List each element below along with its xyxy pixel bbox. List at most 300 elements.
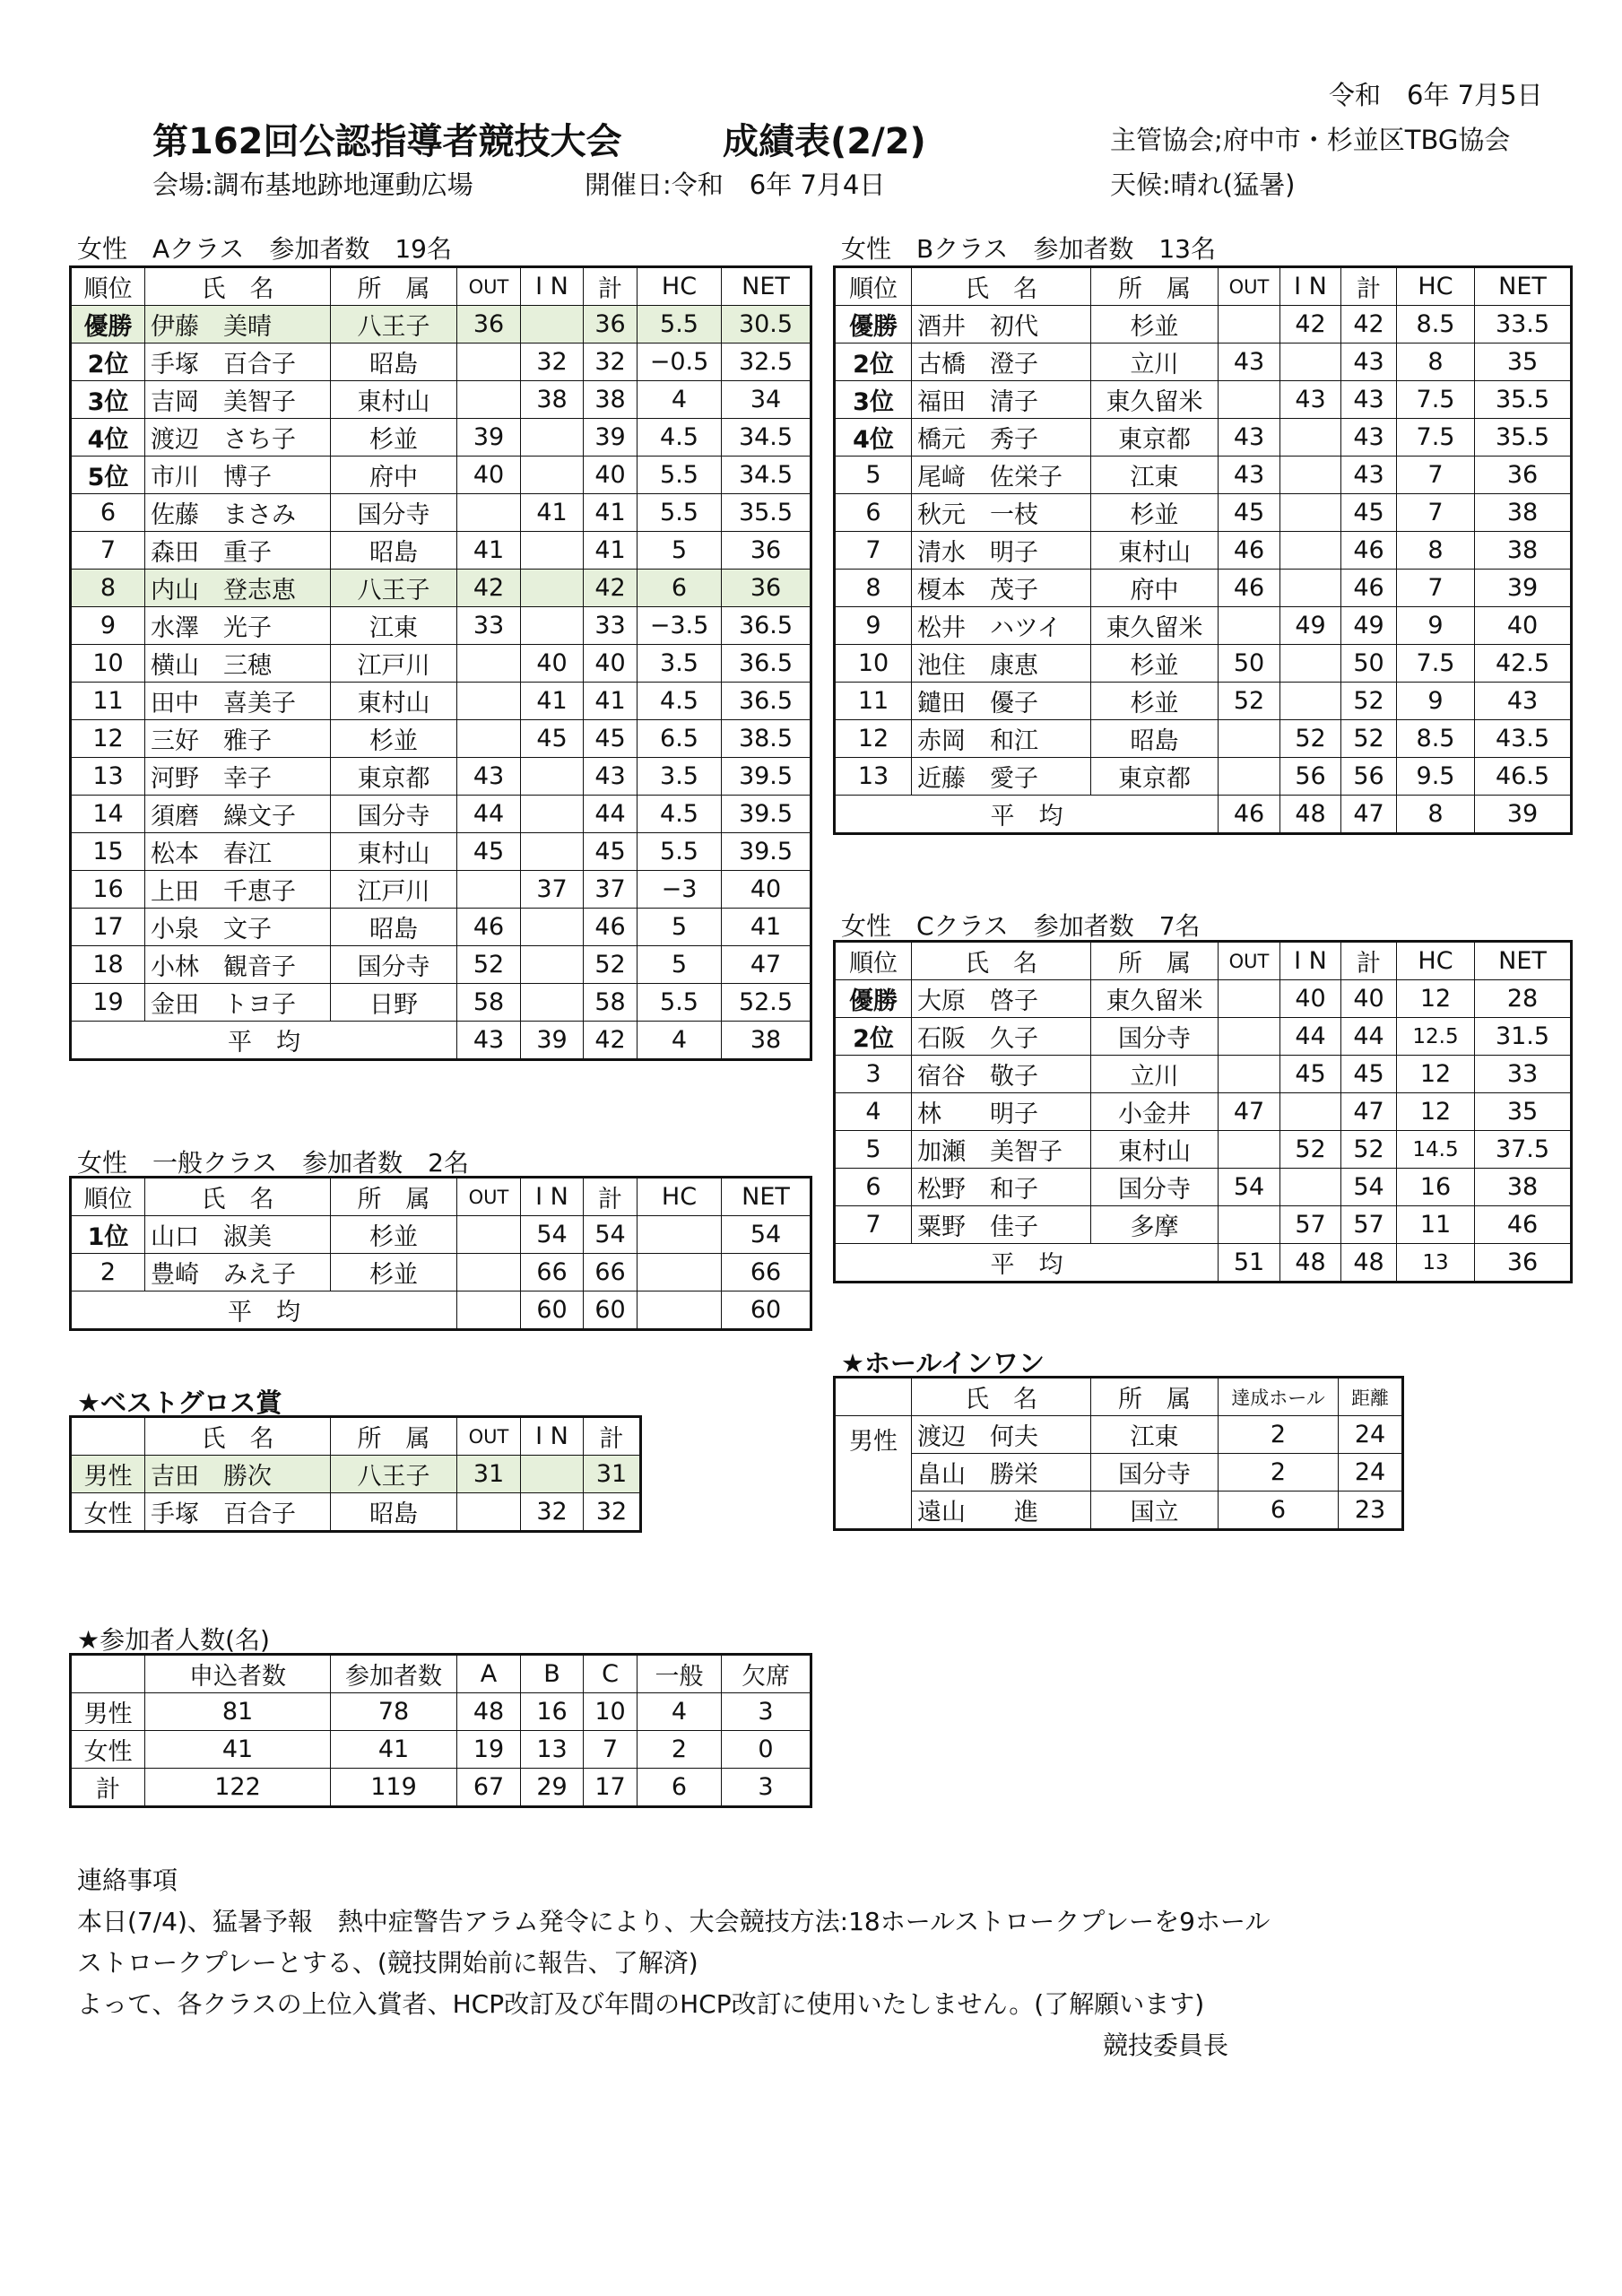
total-cell: 54 bbox=[1341, 1169, 1397, 1206]
total-cell: 39 bbox=[584, 419, 638, 457]
average-value: 48 bbox=[1280, 796, 1341, 834]
hc-cell: 4.5 bbox=[638, 796, 722, 833]
rank-cell: 2 bbox=[71, 1254, 145, 1292]
average-value: 39 bbox=[1475, 796, 1572, 834]
affiliation-cell: 江戸川 bbox=[331, 871, 457, 909]
name-cell: 松野 和子 bbox=[912, 1169, 1091, 1206]
out-cell bbox=[1219, 758, 1280, 796]
average-label: 平 均 bbox=[835, 1244, 1219, 1283]
total-cell: 42 bbox=[584, 570, 638, 607]
name-cell: 近藤 愛子 bbox=[912, 758, 1091, 796]
hc-cell: 3.5 bbox=[638, 758, 722, 796]
in-cell bbox=[521, 909, 584, 946]
column-header: 距離 bbox=[1339, 1378, 1403, 1416]
in-cell: 45 bbox=[1280, 1056, 1341, 1093]
column-header: 順位 bbox=[71, 1178, 145, 1216]
average-row bbox=[71, 1022, 811, 1060]
out-cell: 40 bbox=[457, 457, 521, 494]
total-cell: 43 bbox=[1341, 419, 1397, 457]
total-cell: 41 bbox=[584, 494, 638, 532]
rank-cell: 8 bbox=[835, 570, 912, 607]
total-cell: 45 bbox=[584, 720, 638, 758]
table-row bbox=[71, 381, 811, 419]
hc-cell: 7.5 bbox=[1397, 381, 1475, 419]
column-header: OUT bbox=[457, 1178, 521, 1216]
net-cell: 54 bbox=[722, 1216, 811, 1254]
total-cell: 40 bbox=[1341, 980, 1397, 1018]
hc-cell: 7.5 bbox=[1397, 645, 1475, 683]
out-cell: 46 bbox=[1219, 532, 1280, 570]
column-header: 氏 名 bbox=[912, 942, 1091, 980]
affiliation-cell: 杉並 bbox=[331, 419, 457, 457]
name-cell: 加瀬 美智子 bbox=[912, 1131, 1091, 1169]
affiliation-cell: 立川 bbox=[1091, 1056, 1219, 1093]
out-cell bbox=[1219, 1206, 1280, 1244]
hc-cell: 16 bbox=[1397, 1169, 1475, 1206]
hole-in-one-table bbox=[833, 1376, 1404, 1531]
in-cell bbox=[1280, 683, 1341, 720]
column-header: 氏 名 bbox=[145, 267, 331, 306]
table-row bbox=[835, 645, 1572, 683]
name-cell: 河野 幸子 bbox=[145, 758, 331, 796]
name-cell: 伊藤 美晴 bbox=[145, 306, 331, 344]
out-cell bbox=[457, 344, 521, 381]
affiliation-cell: 小金井 bbox=[1091, 1093, 1219, 1131]
affiliation-cell: 昭島 bbox=[331, 1493, 457, 1532]
rank-cell: 1位 bbox=[71, 1216, 145, 1254]
table-row bbox=[835, 344, 1572, 381]
total-cell: 66 bbox=[584, 1254, 638, 1292]
average-value: 43 bbox=[457, 1022, 521, 1060]
out-cell bbox=[457, 645, 521, 683]
affiliation-cell: 昭島 bbox=[331, 532, 457, 570]
name-cell: 赤岡 和江 bbox=[912, 720, 1091, 758]
affiliation-cell: 国分寺 bbox=[1091, 1454, 1219, 1492]
table-row bbox=[835, 720, 1572, 758]
affiliation-cell: 八王子 bbox=[331, 570, 457, 607]
affiliation-cell: 国分寺 bbox=[1091, 1018, 1219, 1056]
hc-cell: 5.5 bbox=[638, 984, 722, 1022]
name-cell: 森田 重子 bbox=[145, 532, 331, 570]
name-cell: 酒井 初代 bbox=[912, 306, 1091, 344]
out-cell bbox=[1219, 1018, 1280, 1056]
average-value bbox=[457, 1292, 521, 1330]
column-header: HC bbox=[1397, 942, 1475, 980]
out-cell: 52 bbox=[1219, 683, 1280, 720]
net-cell: 36.5 bbox=[722, 607, 811, 645]
in-cell bbox=[521, 306, 584, 344]
rank-cell: 5 bbox=[835, 457, 912, 494]
total-cell: 45 bbox=[1341, 494, 1397, 532]
out-cell: 39 bbox=[457, 419, 521, 457]
net-cell: 34 bbox=[722, 381, 811, 419]
in-cell: 43 bbox=[1280, 381, 1341, 419]
in-cell bbox=[521, 607, 584, 645]
column-header: NET bbox=[1475, 267, 1572, 306]
hole-cell: 2 bbox=[1219, 1416, 1339, 1454]
rank-cell: 2位 bbox=[835, 1018, 912, 1056]
net-cell: 42.5 bbox=[1475, 645, 1572, 683]
count-cell: 2 bbox=[638, 1731, 722, 1769]
name-cell: 林 明子 bbox=[912, 1093, 1091, 1131]
name-cell: 小泉 文子 bbox=[145, 909, 331, 946]
column-header: 順位 bbox=[835, 267, 912, 306]
count-cell: 3 bbox=[722, 1693, 811, 1731]
hc-cell: 6 bbox=[638, 570, 722, 607]
table-row bbox=[71, 306, 811, 344]
out-cell: 45 bbox=[457, 833, 521, 871]
rank-cell: 17 bbox=[71, 909, 145, 946]
participants-title: ★参加者人数(名) bbox=[77, 1625, 270, 1655]
hc-cell: 8 bbox=[1397, 344, 1475, 381]
hc-cell: 5 bbox=[638, 909, 722, 946]
notes-block bbox=[77, 1860, 1270, 2066]
affiliation-cell: 杉並 bbox=[1091, 645, 1219, 683]
total-cell: 37 bbox=[584, 871, 638, 909]
table-row bbox=[71, 457, 811, 494]
in-cell: 49 bbox=[1280, 607, 1341, 645]
in-cell bbox=[1280, 457, 1341, 494]
name-cell: 須磨 繰文子 bbox=[145, 796, 331, 833]
total-cell: 40 bbox=[584, 645, 638, 683]
total-cell: 54 bbox=[584, 1216, 638, 1254]
net-cell: 40 bbox=[1475, 607, 1572, 645]
hc-cell: 3.5 bbox=[638, 645, 722, 683]
rank-cell: 8 bbox=[71, 570, 145, 607]
best-gross-body bbox=[71, 1417, 641, 1532]
table-row bbox=[71, 720, 811, 758]
rank-cell: 6 bbox=[835, 1169, 912, 1206]
name-cell: 橋元 秀子 bbox=[912, 419, 1091, 457]
out-cell: 36 bbox=[457, 306, 521, 344]
out-cell bbox=[457, 1493, 521, 1532]
table-row bbox=[71, 1769, 811, 1807]
table-row bbox=[835, 1056, 1572, 1093]
net-cell: 30.5 bbox=[722, 306, 811, 344]
hole-cell: 2 bbox=[1219, 1454, 1339, 1492]
header-row bbox=[71, 1178, 811, 1216]
hc-cell: 7 bbox=[1397, 570, 1475, 607]
net-cell: 36 bbox=[722, 570, 811, 607]
rank-cell: 16 bbox=[71, 871, 145, 909]
average-value: 48 bbox=[1341, 1244, 1397, 1283]
column-header: 氏 名 bbox=[145, 1417, 331, 1456]
net-cell: 35 bbox=[1475, 344, 1572, 381]
name-cell: 福田 清子 bbox=[912, 381, 1091, 419]
total-cell: 42 bbox=[1341, 306, 1397, 344]
count-cell: 16 bbox=[521, 1693, 584, 1731]
net-cell: 46 bbox=[1475, 1206, 1572, 1244]
in-cell bbox=[1280, 344, 1341, 381]
name-cell: 池住 康恵 bbox=[912, 645, 1091, 683]
average-value: 13 bbox=[1397, 1244, 1475, 1283]
name-cell: 畠山 勝栄 bbox=[912, 1454, 1091, 1492]
total-cell: 32 bbox=[584, 1493, 641, 1532]
column-header: I N bbox=[521, 1178, 584, 1216]
name-cell: 吉田 勝次 bbox=[145, 1456, 331, 1493]
hole-in-one-body bbox=[835, 1378, 1403, 1530]
in-cell: 40 bbox=[1280, 980, 1341, 1018]
column-header: OUT bbox=[1219, 267, 1280, 306]
net-cell: 39 bbox=[1475, 570, 1572, 607]
total-cell: 38 bbox=[584, 381, 638, 419]
out-cell: 46 bbox=[1219, 570, 1280, 607]
net-cell: 32.5 bbox=[722, 344, 811, 381]
in-cell bbox=[521, 1456, 584, 1493]
affiliation-cell: 杉並 bbox=[1091, 306, 1219, 344]
in-cell: 41 bbox=[521, 494, 584, 532]
row-label: 計 bbox=[71, 1769, 145, 1807]
name-cell: 水澤 光子 bbox=[145, 607, 331, 645]
total-cell: 52 bbox=[1341, 1131, 1397, 1169]
out-cell bbox=[457, 683, 521, 720]
row-label: 女性 bbox=[71, 1731, 145, 1769]
out-cell: 47 bbox=[1219, 1093, 1280, 1131]
name-cell: 市川 博子 bbox=[145, 457, 331, 494]
class-general-body bbox=[71, 1178, 811, 1330]
in-cell bbox=[521, 457, 584, 494]
count-cell: 122 bbox=[145, 1769, 331, 1807]
column-header: 計 bbox=[1341, 267, 1397, 306]
name-cell: 清水 明子 bbox=[912, 532, 1091, 570]
in-cell: 56 bbox=[1280, 758, 1341, 796]
column-header: I N bbox=[1280, 942, 1341, 980]
class-c-body bbox=[835, 942, 1572, 1283]
class-general-table bbox=[69, 1176, 812, 1331]
out-cell bbox=[1219, 1131, 1280, 1169]
class-b-body bbox=[835, 267, 1572, 834]
table-row bbox=[835, 1206, 1572, 1244]
table-row bbox=[71, 796, 811, 833]
total-cell: 41 bbox=[584, 683, 638, 720]
row-label: 男性 bbox=[71, 1693, 145, 1731]
hc-cell bbox=[638, 1254, 722, 1292]
rank-cell: 15 bbox=[71, 833, 145, 871]
name-cell: 手塚 百合子 bbox=[145, 344, 331, 381]
rank-cell: 10 bbox=[71, 645, 145, 683]
name-cell: 田中 喜美子 bbox=[145, 683, 331, 720]
name-cell: 金田 トヨ子 bbox=[145, 984, 331, 1022]
net-cell: 38 bbox=[1475, 1169, 1572, 1206]
total-cell: 40 bbox=[584, 457, 638, 494]
net-cell: 47 bbox=[722, 946, 811, 984]
affiliation-cell: 東久留米 bbox=[1091, 381, 1219, 419]
out-cell bbox=[457, 720, 521, 758]
net-cell: 35 bbox=[1475, 1093, 1572, 1131]
hc-cell: 4.5 bbox=[638, 683, 722, 720]
rank-cell: 優勝 bbox=[835, 980, 912, 1018]
notes-line: 本日(7/4)、猛暑予報 熱中症警告アラム発令により、大会競技方法:18ホールストロークプレーを9ホール bbox=[77, 1907, 1271, 1936]
average-value: 39 bbox=[521, 1022, 584, 1060]
in-cell bbox=[1280, 494, 1341, 532]
hc-cell: 5.5 bbox=[638, 833, 722, 871]
out-cell: 52 bbox=[457, 946, 521, 984]
average-value: 47 bbox=[1341, 796, 1397, 834]
out-cell bbox=[457, 381, 521, 419]
column-header: I N bbox=[521, 267, 584, 306]
affiliation-cell: 国分寺 bbox=[331, 494, 457, 532]
average-value: 46 bbox=[1219, 796, 1280, 834]
page-title: 第162回公認指導者競技大会 bbox=[152, 121, 622, 162]
in-cell bbox=[521, 946, 584, 984]
net-cell: 39.5 bbox=[722, 758, 811, 796]
column-header: A bbox=[457, 1655, 521, 1693]
column-header: 所 属 bbox=[331, 1178, 457, 1216]
name-cell: 渡辺 さち子 bbox=[145, 419, 331, 457]
name-cell: 尾﨑 佐栄子 bbox=[912, 457, 1091, 494]
net-cell: 36.5 bbox=[722, 683, 811, 720]
count-cell: 78 bbox=[331, 1693, 457, 1731]
net-cell: 28 bbox=[1475, 980, 1572, 1018]
class-b-table bbox=[833, 265, 1573, 835]
total-cell: 45 bbox=[584, 833, 638, 871]
average-label: 平 均 bbox=[71, 1292, 457, 1330]
affiliation-cell: 国分寺 bbox=[331, 796, 457, 833]
in-cell bbox=[521, 758, 584, 796]
column-header: HC bbox=[638, 1178, 722, 1216]
affiliation-cell: 東村山 bbox=[331, 833, 457, 871]
affiliation-cell: 杉並 bbox=[331, 720, 457, 758]
in-cell: 45 bbox=[521, 720, 584, 758]
hc-cell: 11 bbox=[1397, 1206, 1475, 1244]
in-cell: 40 bbox=[521, 645, 584, 683]
total-cell: 46 bbox=[1341, 532, 1397, 570]
count-cell: 6 bbox=[638, 1769, 722, 1807]
affiliation-cell: 東村山 bbox=[331, 683, 457, 720]
distance-cell: 23 bbox=[1339, 1492, 1403, 1530]
total-cell: 33 bbox=[584, 607, 638, 645]
table-row bbox=[71, 833, 811, 871]
hc-cell: 4 bbox=[638, 381, 722, 419]
best-gross-title: ★ベストグロス賞 bbox=[77, 1387, 282, 1418]
column-header: 所 属 bbox=[1091, 267, 1219, 306]
net-cell: 38.5 bbox=[722, 720, 811, 758]
report-date: 令和 6年 7月5日 bbox=[1329, 80, 1543, 110]
table-row bbox=[835, 758, 1572, 796]
in-cell: 38 bbox=[521, 381, 584, 419]
header-row bbox=[71, 267, 811, 306]
average-label: 平 均 bbox=[71, 1022, 457, 1060]
rank-cell: 5位 bbox=[71, 457, 145, 494]
table-row bbox=[71, 683, 811, 720]
total-cell: 52 bbox=[584, 946, 638, 984]
net-cell: 39.5 bbox=[722, 833, 811, 871]
total-cell: 46 bbox=[1341, 570, 1397, 607]
net-cell: 34.5 bbox=[722, 419, 811, 457]
name-cell: 手塚 百合子 bbox=[145, 1493, 331, 1532]
total-cell: 52 bbox=[1341, 683, 1397, 720]
best-gross-table bbox=[69, 1415, 642, 1533]
column-header: 所 属 bbox=[331, 267, 457, 306]
rank-cell: 2位 bbox=[835, 344, 912, 381]
in-cell: 37 bbox=[521, 871, 584, 909]
name-cell: 上田 千恵子 bbox=[145, 871, 331, 909]
affiliation-cell: 多摩 bbox=[1091, 1206, 1219, 1244]
total-cell: 57 bbox=[1341, 1206, 1397, 1244]
net-cell: 33 bbox=[1475, 1056, 1572, 1093]
affiliation-cell: 日野 bbox=[331, 984, 457, 1022]
in-cell: 52 bbox=[1280, 1131, 1341, 1169]
name-cell: 吉岡 美智子 bbox=[145, 381, 331, 419]
rank-cell: 4位 bbox=[835, 419, 912, 457]
total-cell: 41 bbox=[584, 532, 638, 570]
affiliation-cell: 江東 bbox=[1091, 1416, 1219, 1454]
column-header: 参加者数 bbox=[331, 1655, 457, 1693]
table-row bbox=[835, 683, 1572, 720]
hc-cell: 5 bbox=[638, 946, 722, 984]
count-cell: 13 bbox=[521, 1731, 584, 1769]
column-header: 達成ホール bbox=[1219, 1378, 1339, 1416]
in-cell bbox=[1280, 419, 1341, 457]
affiliation-cell: 東村山 bbox=[1091, 1131, 1219, 1169]
total-cell: 43 bbox=[1341, 457, 1397, 494]
participants-body bbox=[71, 1655, 811, 1807]
out-cell: 43 bbox=[457, 758, 521, 796]
total-cell: 56 bbox=[1341, 758, 1397, 796]
header-row bbox=[835, 1378, 1403, 1416]
table-row bbox=[71, 1493, 641, 1532]
notes-heading: 連絡事項 bbox=[77, 1866, 178, 1895]
average-value: 4 bbox=[638, 1022, 722, 1060]
table-row bbox=[71, 645, 811, 683]
column-header bbox=[71, 1417, 145, 1456]
out-cell bbox=[457, 1216, 521, 1254]
net-cell: 34.5 bbox=[722, 457, 811, 494]
in-cell bbox=[521, 570, 584, 607]
affiliation-cell: 国分寺 bbox=[331, 946, 457, 984]
hc-cell: 5.5 bbox=[638, 457, 722, 494]
affiliation-cell: 八王子 bbox=[331, 306, 457, 344]
rank-cell: 13 bbox=[71, 758, 145, 796]
column-header: 申込者数 bbox=[145, 1655, 331, 1693]
out-cell bbox=[457, 1254, 521, 1292]
table-row bbox=[71, 607, 811, 645]
rank-cell: 12 bbox=[71, 720, 145, 758]
column-header: C bbox=[584, 1655, 638, 1693]
column-header: I N bbox=[1280, 267, 1341, 306]
name-cell: 古橋 澄子 bbox=[912, 344, 1091, 381]
out-cell bbox=[1219, 607, 1280, 645]
table-row bbox=[835, 494, 1572, 532]
affiliation-cell: 国立 bbox=[1091, 1492, 1219, 1530]
affiliation-cell: 杉並 bbox=[1091, 683, 1219, 720]
notes-line: よって、各クラスの上位入賞者、HCP改訂及び年間のHCP改訂に使用いたしません。(了解願います) bbox=[77, 1989, 1205, 2019]
out-cell: 58 bbox=[457, 984, 521, 1022]
column-header: 所 属 bbox=[1091, 1378, 1219, 1416]
average-value: 38 bbox=[722, 1022, 811, 1060]
out-cell: 43 bbox=[1219, 344, 1280, 381]
table-row bbox=[71, 419, 811, 457]
count-cell: 3 bbox=[722, 1769, 811, 1807]
header-row bbox=[71, 1655, 811, 1693]
out-cell: 46 bbox=[457, 909, 521, 946]
table-row bbox=[835, 1131, 1572, 1169]
column-header: I N bbox=[521, 1417, 584, 1456]
out-cell bbox=[457, 871, 521, 909]
net-cell: 35.5 bbox=[1475, 381, 1572, 419]
header-row bbox=[835, 942, 1572, 980]
total-cell: 43 bbox=[1341, 381, 1397, 419]
net-cell: 46.5 bbox=[1475, 758, 1572, 796]
hc-cell: 8 bbox=[1397, 532, 1475, 570]
out-cell bbox=[457, 494, 521, 532]
count-cell: 81 bbox=[145, 1693, 331, 1731]
rank-cell: 11 bbox=[71, 683, 145, 720]
total-cell: 43 bbox=[1341, 344, 1397, 381]
in-cell: 66 bbox=[521, 1254, 584, 1292]
name-cell: 鑓田 優子 bbox=[912, 683, 1091, 720]
column-header: 計 bbox=[584, 267, 638, 306]
